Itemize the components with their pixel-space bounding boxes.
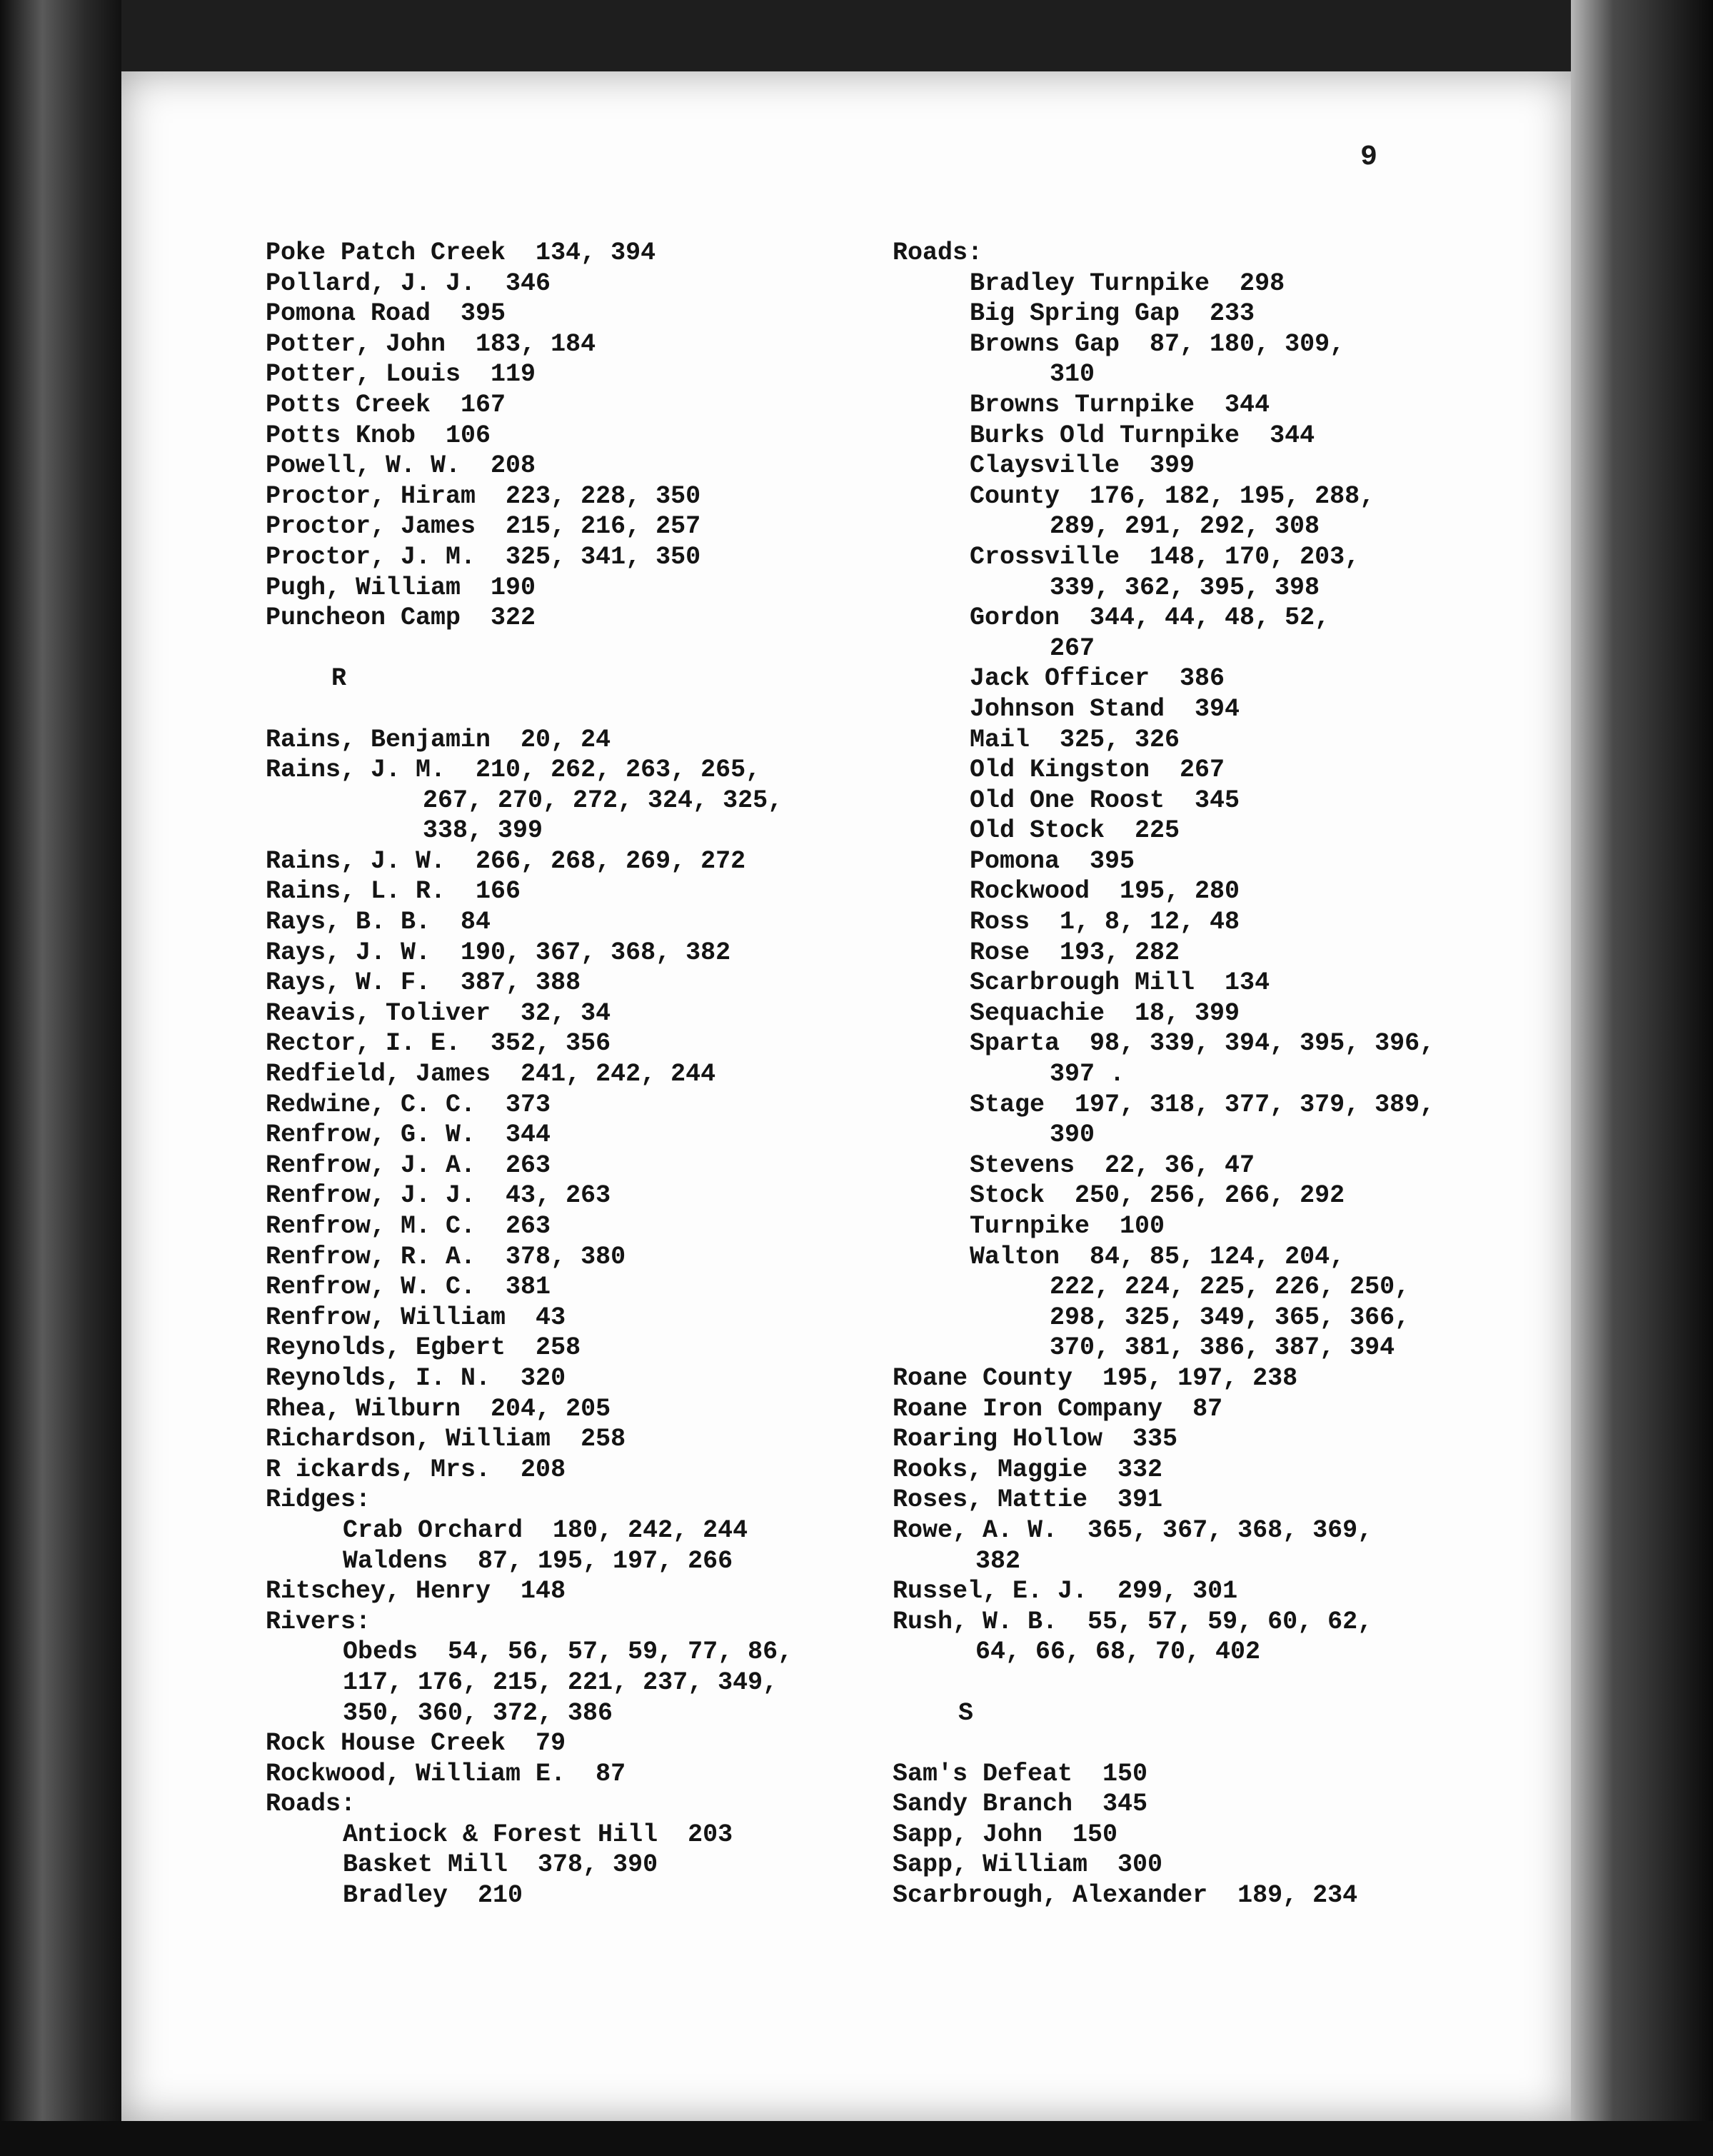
index-entry: County 176, 182, 195, 288,	[970, 481, 1375, 511]
index-entry: Gordon 344, 44, 48, 52,	[970, 603, 1330, 633]
index-entry: Rains, J. W. 266, 268, 269, 272	[266, 846, 746, 876]
index-entry: Roses, Mattie 391	[893, 1485, 1163, 1515]
index-entry: 310	[1050, 360, 1095, 389]
index-entry: Rush, W. B. 55, 57, 59, 60, 62,	[893, 1607, 1373, 1636]
index-entry: Sparta 98, 339, 394, 395, 396,	[970, 1029, 1435, 1058]
index-entry: Stevens 22, 36, 47	[970, 1150, 1255, 1180]
index-entry: Richardson, William 258	[266, 1425, 626, 1454]
index-entry: Roane Iron Company 87	[893, 1394, 1223, 1423]
index-entry: Renfrow, R. A. 378, 380	[266, 1242, 626, 1271]
index-entry: Rooks, Maggie 332	[893, 1455, 1163, 1484]
index-entry: Roaring Hollow 335	[893, 1425, 1178, 1454]
index-entry: Renfrow, G. W. 344	[266, 1120, 551, 1150]
index-entry: Redwine, C. C. 373	[266, 1090, 551, 1119]
index-entry: Sequachie 18, 399	[970, 998, 1240, 1028]
index-entry: Rockwood 195, 280	[970, 877, 1240, 906]
index-entry: Obeds 54, 56, 57, 59, 77, 86,	[343, 1638, 793, 1667]
index-entry: Rains, L. R. 166	[266, 877, 521, 906]
index-entry: Sapp, William 300	[893, 1850, 1163, 1880]
index-entry: Waldens 87, 195, 197, 266	[343, 1546, 733, 1575]
index-entry: Roads:	[266, 1790, 356, 1819]
section-heading: S	[958, 1698, 974, 1728]
index-entry: Bradley Turnpike 298	[970, 269, 1285, 298]
index-entry: Walton 84, 85, 124, 204,	[970, 1242, 1345, 1271]
index-entry: 370, 381, 386, 387, 394	[1050, 1333, 1395, 1363]
index-entry: 64, 66, 68, 70, 402	[975, 1638, 1261, 1667]
index-entry: Browns Turnpike 344	[970, 390, 1270, 419]
index-entry: Sandy Branch 345	[893, 1790, 1148, 1819]
index-entry: Stage 197, 318, 377, 379, 389,	[970, 1090, 1435, 1119]
index-entry: Ridges:	[266, 1485, 371, 1515]
index-entry: Rowe, A. W. 365, 367, 368, 369,	[893, 1515, 1373, 1545]
index-entry: Pomona Road 395	[266, 299, 506, 329]
index-column-right	[893, 238, 1435, 1911]
index-entry: 390	[1050, 1120, 1095, 1150]
index-entry: Basket Mill 378, 390	[343, 1850, 658, 1880]
index-entry: Scarbrough, Alexander 189, 234	[893, 1881, 1358, 1910]
index-entry: Jack Officer 386	[970, 664, 1225, 693]
index-entry: Roane County 195, 197, 238	[893, 1363, 1298, 1393]
index-entry: Rays, W. F. 387, 388	[266, 968, 581, 998]
index-entry: Redfield, James 241, 242, 244	[266, 1060, 716, 1089]
index-entry: Ross 1, 8, 12, 48	[970, 908, 1240, 937]
index-entry: Roads:	[893, 239, 983, 267]
index-entry: Rector, I. E. 352, 356	[266, 1029, 611, 1058]
index-entry: Pugh, William 190	[266, 573, 536, 602]
index-entry: Crossville 148, 170, 203,	[970, 542, 1360, 571]
index-entry: Potter, Louis 119	[266, 360, 536, 389]
index-entry: Reavis, Toliver 32, 34	[266, 998, 611, 1028]
index-entry: Old One Roost 345	[970, 786, 1240, 815]
index-entry: Stock 250, 256, 266, 292	[970, 1181, 1345, 1210]
index-entry	[893, 1668, 1435, 1698]
index-entry: Reynolds, Egbert 258	[266, 1333, 581, 1363]
index-entry: Pomona 395	[970, 846, 1135, 876]
index-entry: Reynolds, I. N. 320	[266, 1363, 566, 1393]
index-entry: Rains, J. M. 210, 262, 263, 265,	[266, 756, 761, 785]
index-entry: Old Kingston 267	[970, 756, 1225, 785]
index-entry: Sam's Defeat 150	[893, 1759, 1148, 1788]
index-entry: Renfrow, J. J. 43, 263	[266, 1181, 611, 1210]
index-entry: Johnson Stand 394	[970, 694, 1240, 723]
index-entry: 338, 399	[423, 816, 543, 846]
index-entry: Rockwood, William E. 87	[266, 1759, 626, 1788]
index-entry: 289, 291, 292, 308	[1050, 512, 1320, 541]
index-entry: Claysville 399	[970, 451, 1195, 481]
index-column-left	[266, 238, 793, 1911]
index-entry: Renfrow, J. A. 263	[266, 1150, 551, 1180]
index-entry: Ritschey, Henry 148	[266, 1577, 566, 1606]
index-entry: Rock House Creek 79	[266, 1729, 566, 1758]
index-entry: 298, 325, 349, 365, 366,	[1050, 1303, 1410, 1332]
index-entry	[266, 633, 793, 664]
index-entry: Potts Knob 106	[266, 421, 491, 450]
index-entry: Turnpike 100	[970, 1212, 1165, 1240]
index-entry: 397 .	[1050, 1060, 1125, 1089]
scan-left-edge	[0, 0, 121, 2156]
index-entry: Rains, Benjamin 20, 24	[266, 725, 611, 754]
index-entry: Powell, W. W. 208	[266, 451, 536, 481]
index-entry: Renfrow, William 43	[266, 1303, 566, 1332]
index-entry: Scarbrough Mill 134	[970, 968, 1270, 998]
index-entry: 222, 224, 225, 226, 250,	[1050, 1273, 1410, 1302]
index-entry: Poke Patch Creek 134, 394	[266, 239, 656, 267]
index-entry: Pollard, J. J. 346	[266, 269, 551, 298]
page-number: 9	[1360, 141, 1378, 174]
index-entry: Bradley 210	[343, 1881, 523, 1910]
index-entry: Rhea, Wilburn 204, 205	[266, 1394, 611, 1423]
scan-bottom-edge	[0, 2121, 1713, 2156]
index-entry: Old Stock 225	[970, 816, 1180, 846]
index-entry: R ickards, Mrs. 208	[266, 1455, 566, 1484]
index-entry: Big Spring Gap 233	[970, 299, 1255, 329]
index-entry: Proctor, J. M. 325, 341, 350	[266, 542, 701, 571]
index-entry: Rose 193, 282	[970, 938, 1180, 967]
index-entry: Burks Old Turnpike 344	[970, 421, 1315, 450]
index-entry: 382	[975, 1546, 1021, 1575]
index-entry: Sapp, John 150	[893, 1820, 1118, 1849]
index-entry: Rivers:	[266, 1607, 371, 1636]
index-entry: Proctor, Hiram 223, 228, 350	[266, 481, 701, 511]
index-entry: 339, 362, 395, 398	[1050, 573, 1320, 602]
index-entry: 267, 270, 272, 324, 325,	[423, 786, 783, 815]
index-entry: Potter, John 183, 184	[266, 329, 596, 359]
index-entry: 267	[1050, 633, 1095, 663]
index-entry: Crab Orchard 180, 242, 244	[343, 1515, 748, 1545]
index-entry: Browns Gap 87, 180, 309,	[970, 329, 1345, 359]
index-entry: Renfrow, W. C. 381	[266, 1273, 551, 1302]
section-heading: R	[331, 664, 347, 693]
index-entry: Rays, J. W. 190, 367, 368, 382	[266, 938, 731, 967]
index-entry: Proctor, James 215, 216, 257	[266, 512, 701, 541]
index-entry	[266, 694, 793, 725]
index-entry: Russel, E. J. 299, 301	[893, 1577, 1238, 1606]
index-entry: Puncheon Camp 322	[266, 603, 536, 633]
scan-right-edge	[1571, 0, 1713, 2156]
index-entry: Potts Creek 167	[266, 390, 506, 419]
index-entry	[893, 1728, 1435, 1759]
index-entry: 117, 176, 215, 221, 237, 349,	[343, 1668, 778, 1697]
index-entry: Renfrow, M. C. 263	[266, 1212, 551, 1240]
index-entry: 350, 360, 372, 386	[343, 1698, 613, 1728]
index-entry: Rays, B. B. 84	[266, 908, 491, 937]
index-entry: Antiock & Forest Hill 203	[343, 1820, 733, 1849]
index-entry: Mail 325, 326	[970, 725, 1180, 754]
